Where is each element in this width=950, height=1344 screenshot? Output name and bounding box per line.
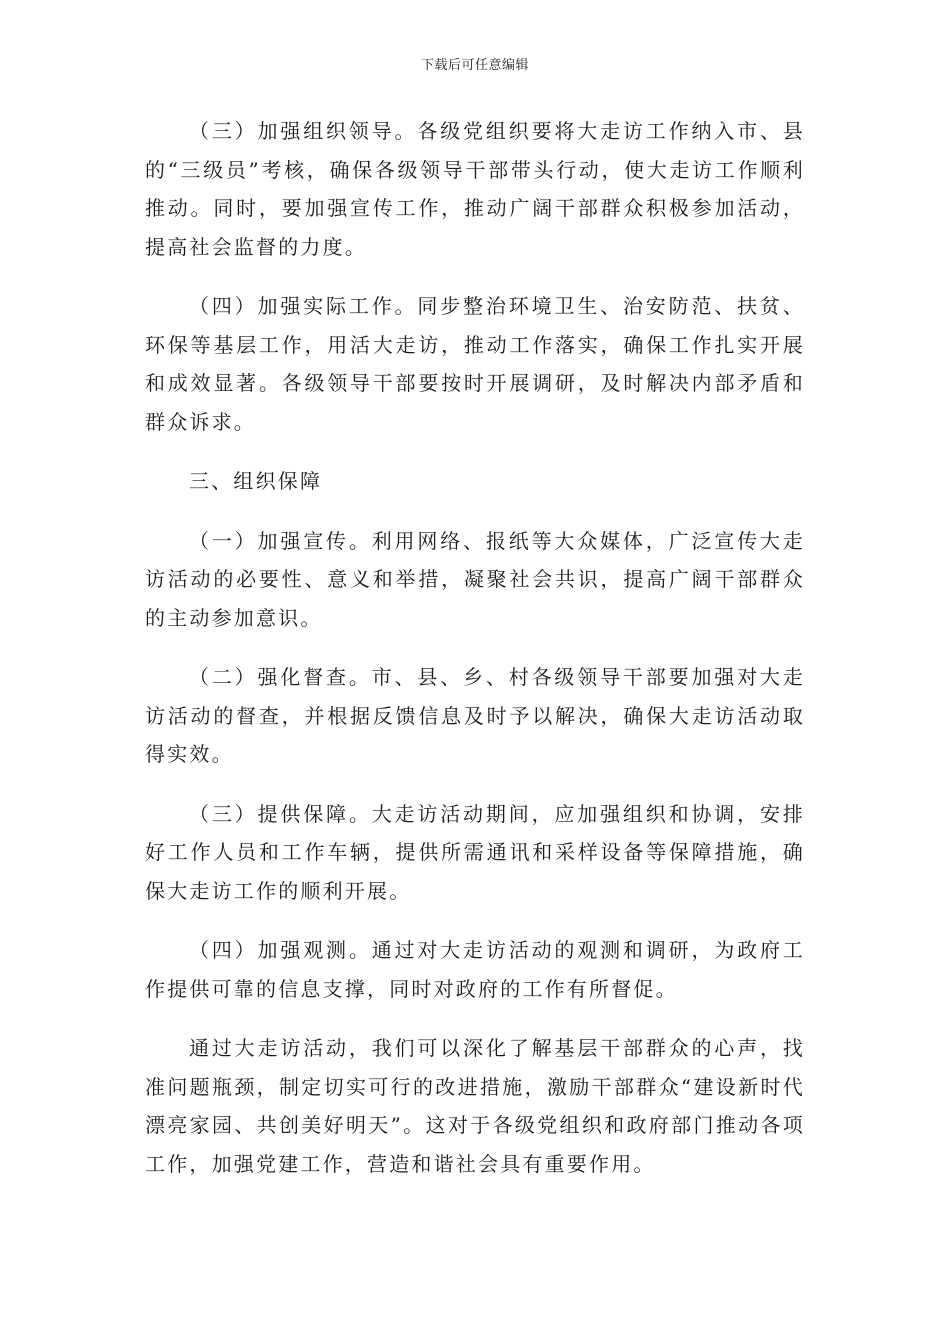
paragraph-provide-guarantee: （三）提供保障。大走访活动期间，应加强组织和协调，安排好工作人员和工作车辆，提供所需通讯和采样设备等保障措施，确保大走访工作的顺利开展。 bbox=[145, 801, 805, 903]
document-body bbox=[145, 112, 805, 1204]
paragraph-strengthen-publicity: （一）加强宣传。利用网络、报纸等大众媒体，广泛宣传大走访活动的必要性、意义和举措，凝聚社会共识，提高广阔干部群众的主动参加意识。 bbox=[145, 528, 805, 630]
paragraph-strengthen-supervision: （二）强化督查。市、县、乡、村各级领导干部要加强对大走访活动的督查，并根据反馈信息及时予以解决，确保大走访活动取得实效。 bbox=[145, 665, 805, 766]
paragraph-strengthen-observation: （四）加强观测。通过对大走访活动的观测和调研，为政府工作提供可靠的信息支撑，同时对政府的工作有所督促。 bbox=[145, 938, 805, 1001]
paragraph-conclusion: 通过大走访活动，我们可以深化了解基层干部群众的心声，找准问题瓶颈，制定切实可行的改进措施，激励干部群众“建设新时代漂亮家园、共创美好明天”。这对于各级党组织和政府部门推动各项工作，加强党建工作，营造和谐社会具有重要作用。 bbox=[145, 1036, 805, 1176]
paragraph-strengthen-leadership: （三）加强组织领导。各级党组织要将大走访工作纳入市、县的“三级员”考核，确保各级领导干部带头行动，使大走访工作顺利推动。同时，要加强宣传工作，推动广阔干部群众积极参加活动，提高社会监督的力度。 bbox=[145, 119, 805, 259]
page-header: 下载后可任意编辑 bbox=[420, 58, 529, 73]
section-heading-organizational-guarantee: 三、组织保障 bbox=[189, 469, 323, 493]
paragraph-strengthen-practical-work: （四）加强实际工作。同步整治环境卫生、治安防范、扶贫、环保等基层工作，用活大走访，推动工作落实，确保工作扎实开展和成效显著。各级领导干部要按时开展调研，及时解决内部矛盾和群众诉求。 bbox=[145, 294, 805, 434]
